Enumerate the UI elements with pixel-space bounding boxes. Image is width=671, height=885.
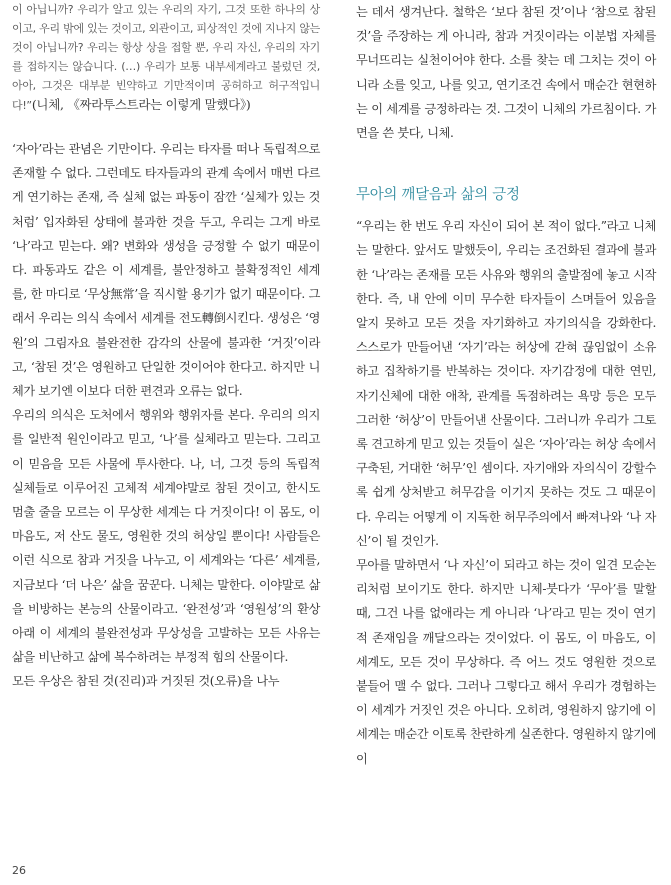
right-paragraph-non-self: 무아를 말하면서 ‘나 자신’이 되라고 하는 것이 일견 모순논리처럼 보이기도 한다. 하지만 니체-붓다가 ‘무아’를 말할 때, 그건 나를 없애라는 게 아니라 ‘나’라고 믿는 것이 연기적 존재임을 깨달으라는 것이었다. 이 몸도, 이 마음도, 이 세계도, 모든 것이 무상하다. 즉 어느 것도 영원한 것으로 붙들어 맬 수 없다. 그러나 그렇다고 해서 우리가 경험하는 이 세계가 거짓인 것은 아니다. 오히려, 영원하지 않기에 이 세계는 매순간 이토록 찬란하게 실존한다. 영원하지 않기에 이	[356, 558, 656, 766]
section-heading: 무아의 깨달음과 삶의 긍정	[356, 187, 520, 204]
left-paragraph-idols: 모든 우상은 참된 것(진리)과 거짓된 것(오류)을 나누	[12, 674, 280, 689]
left-column	[12, 0, 320, 694]
right-column	[356, 0, 656, 771]
left-paragraph-consciousness: 우리의 의식은 도처에서 행위와 행위자를 본다. 우리의 의지를 일반적 원인이라고 믿고, ‘나’를 실체라고 믿는다. 그리고 이 믿음을 모든 사물에 투사한다. 나, 너, 그것 등의 독립적 실체들로 이루어진 고체적 세계야말로 참된 것이고, 한시도 멈출 줄을 모르는 이 무상한 세계는 다 거짓이다! 이 몸도, 이 마음도, 저 산도 물도, 영원한 것의 허상일 뿐이다! 사람들은 이런 식으로 참과 거짓을 나누고, 이 세계와는 ‘다른’ 세계를, 지금보다 ‘더 나은’ 삶을 꿈꾼다. 니체는 말한다. 이야말로 삶을 비방하는 본능의 산물이라고. ‘완전성’과 ‘영원성’의 환상 아래 이 세계의 불완전성과 무상성을 고발하는 모든 사유는 삶을 비난하고 삶에 복수하려는 부정적 힘의 산물이다.	[12, 408, 320, 665]
quote-citation: (니체, 《짜라투스트라는 이렇게 말했다》)	[31, 97, 251, 112]
quote-text: 이 아닙니까? 우리가 알고 있는 우리의 자기, 그것 또한 하나의 상이고, 우리 밖에 있는 것이고, 외관이고, 피상적인 것에 지나지 않는 것이 아닙니까? 우리는 항상 상을 접할 뿐, 우리 자신, 우리의 자기를 접하지는 않습니다. (…) 우리가 보통 내부세계라고 불렀던 것, 아아, 그것은 대부분 빈약하고 기만적이며 공허하고 허구적입니다!”	[12, 3, 320, 112]
nietzsche-quote-block	[12, 0, 320, 115]
page-number: 26	[12, 864, 26, 877]
left-paragraph-ego: ‘자아’라는 관념은 기만이다. 우리는 타자를 떠나 독립적으로 존재할 수 없다. 그런데도 타자들과의 관계 속에서 매번 다르게 연기하는 존재, 즉 실체 없는 파동이 잠깐 ‘실체가 있는 것처럼’ 입자화된 상태에 불과한 것을 두고, 우리는 그게 바로 ‘나’라고 믿는다. 왜? 변화와 생성을 긍정할 수 없기 때문이다. 파동과도 같은 이 세계를, 불안정하고 불확정적인 세계를, 한 마디로 ‘무상無常’을 직시할 용기가 없기 때문이다. 그래서 우리는 의식 속에서 세계를 전도轉倒시킨다. 생성은 ‘영원’의 그림자요 불완전한 감각의 산물에 불과한 ‘거짓’이라고, ‘참된 것’은 영원하고 단일한 것이어야 한다고. 하지만 니체가 보기엔 이보다 더한 편견과 오류는 없다.	[12, 142, 320, 399]
right-paragraph-never-ourselves: “우리는 한 번도 우리 자신이 되어 본 적이 없다.”라고 니체는 말한다. 앞서도 말했듯이, 우리는 조건화된 결과에 불과한 ‘나’라는 존재를 모든 사유와 행위의 출발점에 놓고 시작한다. 즉, 내 안에 이미 무수한 타자들이 스며들어 있음을 알지 못하고 모든 것을 자기화하고 자기의식을 강화한다. 스스로가 만들어낸 ‘자기’라는 허상에 갇혀 끊임없이 소유하고 집착하기를 반복하는 것이다. 자기감정에 대한 연민, 자기신체에 대한 애착, 관계를 독점하려는 욕망 등은 모두 그러한 ‘허상’이 만들어낸 산물이다. 그러니까 우리가 그토록 견고하게 믿고 있는 것들이 실은 ‘자아’라는 허상 속에서 구축된, 거대한 ‘허무’인 셈이다. 자기애와 자의식이 강할수록 쉽게 상처받고 허무감을 이기지 못하는 것도 그 때문이다. 우리는 어떻게 이 지독한 허무주의에서 빠져나와 ‘나 자신’이 될 것인가.	[356, 219, 656, 548]
right-paragraph-continuation: 는 데서 생겨난다. 철학은 ‘보다 참된 것’이나 ‘참으로 참된 것’을 주장하는 게 아니라, 참과 거짓이라는 이분법 자체를 무너뜨리는 실천이어야 한다. 소를 찾는 데 그치는 것이 아니라 소를 잊고, 나를 잊고, 연기조건 속에서 매순간 현현하는 이 세계를 긍정하라는 것. 그것이 니체의 가르침이다. 가면을 쓴 붓다, 니체.	[356, 5, 656, 141]
